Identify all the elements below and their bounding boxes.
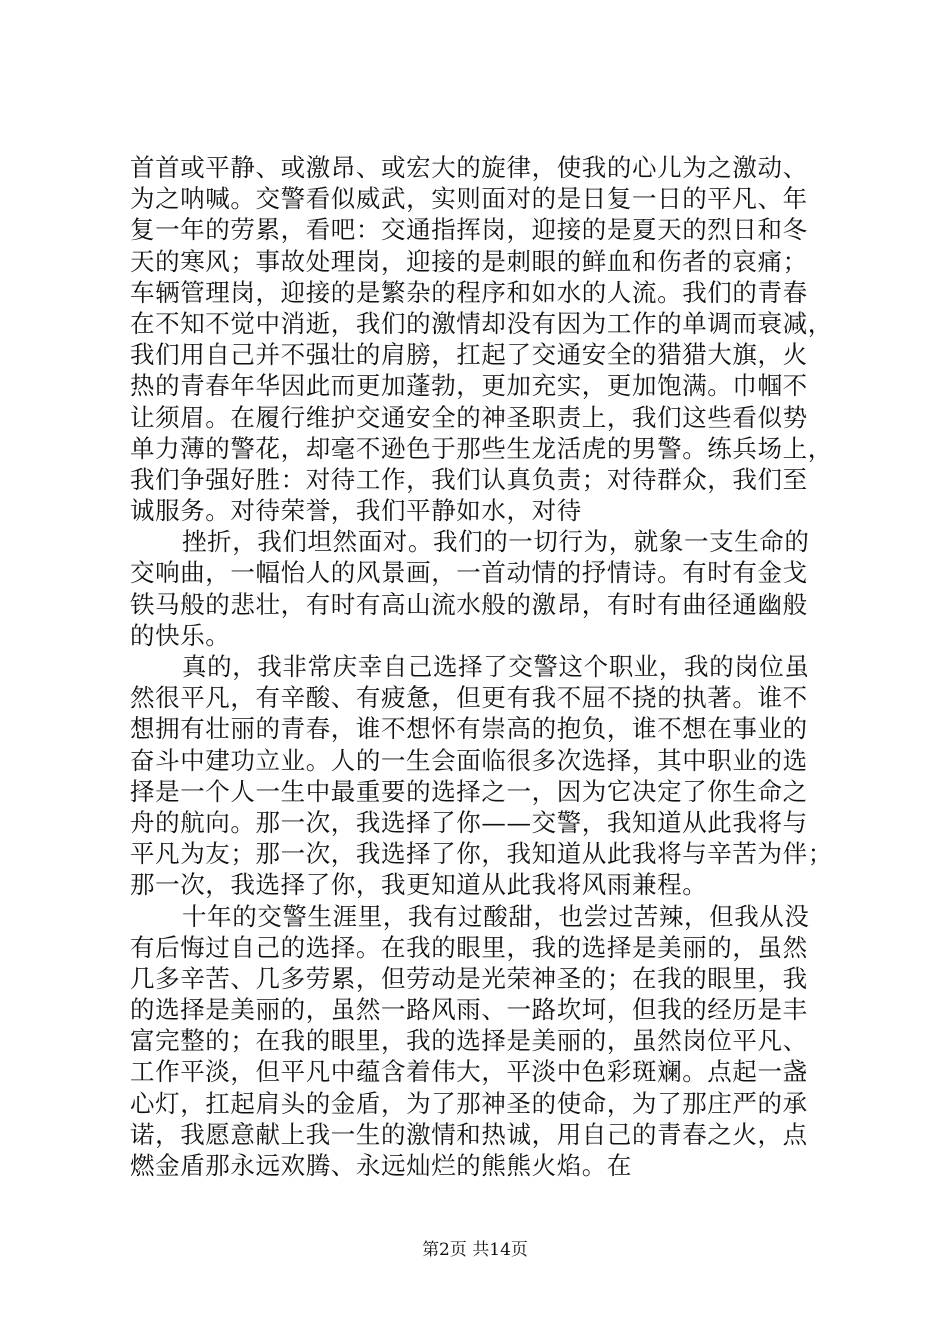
text-line: 诚服务。对待荣誉，我们平静如水，对待 xyxy=(130,496,582,526)
paragraph-first-line: 十年的交警生涯里，我有过酸甜，也尝过苦辣，但我从没 xyxy=(182,901,810,931)
text-line: 我们用自己并不强壮的肩膀，扛起了交通安全的猎猎大旗，火 xyxy=(130,340,808,370)
text-line: 燃金盾那永远欢腾、永远灿烂的熊熊火焰。在 xyxy=(130,1151,632,1180)
text-line: 在不知不觉中消逝，我们的激情却没有因为工作的单调而衰减， xyxy=(130,308,833,338)
text-line: 单力薄的警花，却毫不逊色于那些生龙活虎的男警。练兵场上， xyxy=(130,433,833,463)
text-line: 择是一个人一生中最重要的选择之一，因为它决定了你生命之 xyxy=(130,776,808,806)
text-line: 交响曲，一幅怡人的风景画，一首动情的抒情诗。有时有金戈 xyxy=(130,558,808,588)
text-line: 工作平淡，但平凡中蕴含着伟大，平淡中色彩斑斓。点起一盏 xyxy=(130,1057,808,1087)
text-line: 平凡为友；那一次，我选择了你，我知道从此我将与辛苦为伴； xyxy=(130,839,833,869)
text-line: 那一次，我选择了你，我更知道从此我将风雨兼程。 xyxy=(130,870,708,900)
text-line: 舟的航向。那一次，我选择了你——交警，我知道从此我将与 xyxy=(130,807,808,837)
paragraph-first-line: 真的，我非常庆幸自己选择了交警这个职业，我的岗位虽 xyxy=(182,652,810,681)
page-number-footer: 第2页 共14页 xyxy=(422,1240,528,1260)
text-line: 富完整的；在我的眼里，我的选择是美丽的，虽然岗位平凡、 xyxy=(130,1026,808,1056)
text-line: 心灯，扛起肩头的金盾，为了那神圣的使命，为了那庄严的承 xyxy=(130,1088,808,1118)
paragraph-first-line: 挫折，我们坦然面对。我们的一切行为，就象一支生命的 xyxy=(182,527,810,557)
text-line: 让须眉。在履行维护交通安全的神圣职责上，我们这些看似势 xyxy=(130,402,808,432)
text-line: 热的青春年华因此而更加蓬勃，更加充实，更加饱满。巾帼不 xyxy=(130,371,808,401)
text-line: 诺，我愿意献上我一生的激情和热诚，用自己的青春之火，点 xyxy=(130,1119,808,1149)
text-line: 为之呐喊。交警看似威武，实则面对的是日复一日的平凡、年 xyxy=(130,184,808,214)
text-line: 的快乐。 xyxy=(130,620,231,650)
text-line: 有后悔过自己的选择。在我的眼里，我的选择是美丽的，虽然 xyxy=(130,932,808,962)
body-text xyxy=(130,152,833,1181)
text-line: 奋斗中建功立业。人的一生会面临很多次选择，其中职业的选 xyxy=(130,745,808,775)
text-line: 的选择是美丽的，虽然一路风雨、一路坎坷，但我的经历是丰 xyxy=(130,995,808,1025)
text-line: 复一年的劳累，看吧：交通指挥岗，迎接的是夏天的烈日和冬 xyxy=(130,215,808,245)
text-line: 几多辛苦、几多劳累，但劳动是光荣神圣的；在我的眼里，我 xyxy=(130,963,808,993)
text-line: 天的寒风；事故处理岗，迎接的是刺眼的鲜血和伤者的哀痛； xyxy=(130,246,808,276)
text-line: 首首或平静、或激昂、或宏大的旋律，使我的心儿为之激动、 xyxy=(130,153,808,182)
text-line: 想拥有壮丽的青春，谁不想怀有崇高的抱负，谁不想在事业的 xyxy=(130,714,808,744)
text-line: 然很平凡，有辛酸、有疲惫，但更有我不屈不挠的执著。谁不 xyxy=(130,683,808,713)
text-line: 车辆管理岗，迎接的是繁杂的程序和如水的人流。我们的青春 xyxy=(130,277,808,307)
text-line: 铁马般的悲壮，有时有高山流水般的激昂，有时有曲径通幽般 xyxy=(130,589,808,619)
text-line: 我们争强好胜：对待工作，我们认真负责；对待群众，我们至 xyxy=(130,464,808,494)
